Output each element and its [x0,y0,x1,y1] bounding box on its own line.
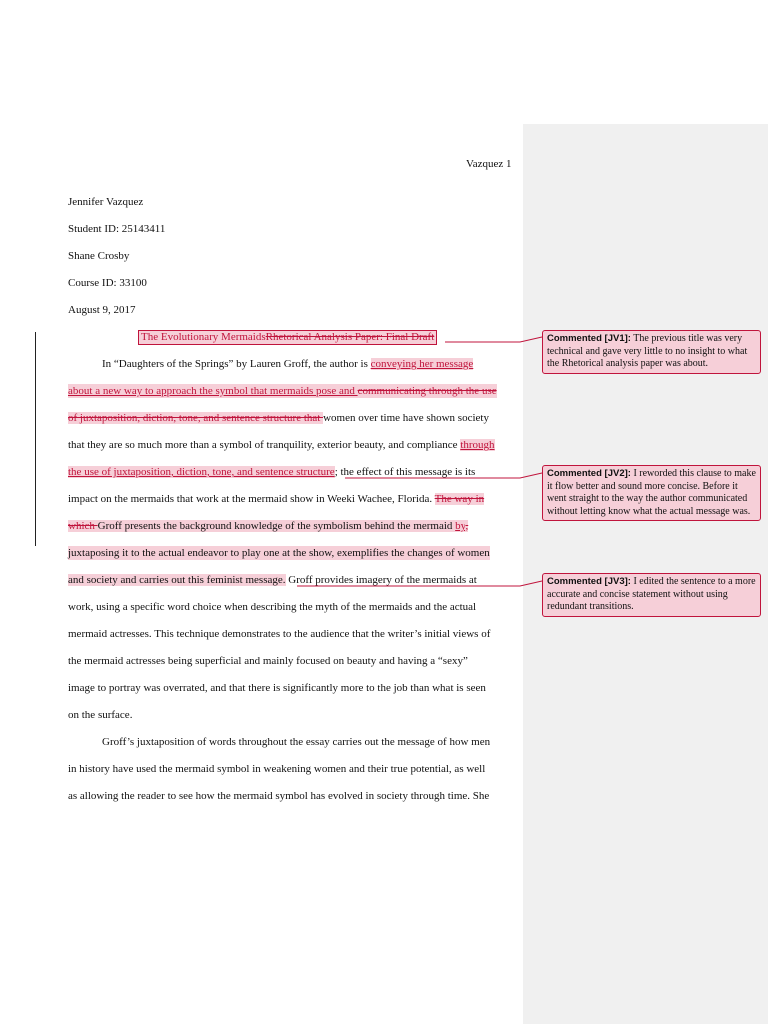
body-line: in history have used the mermaid symbol in weakening women and their true potential, as well [68,763,486,775]
body-line: work, using a specific word choice when describing the myth of the mermaids and the actual [68,601,477,613]
comment-jv3[interactable] [542,573,761,617]
date: August 9, 2017 [68,304,136,316]
body-line: juxtaposing it to the actual endeavor to play one at the show, exemplifies the changes of women [68,547,490,559]
body-line: which Groff presents the background knowledge of the symbolism behind the mermaid by, [68,520,469,532]
body-line: of juxtaposition, diction, tone, and sentence structure that women over time have shown society [68,412,489,424]
comment-text: I reworded this clause to make it flow better and sound more concise. Before it went straight to the way the author communicated without letting know what the actual message was. [547,468,756,517]
body-line: impact on the mermaids that work at the mermaid show in Weeki Wachee, Florida. The way in [68,493,485,505]
course-id: Course ID: 33100 [68,277,147,289]
title-inserted: The Evolutionary Mermaids [141,331,266,343]
comment-label: Commented [JV1]: [547,333,631,344]
title-deleted: Rhetorical Analysis Paper: Final Draft [265,331,435,343]
body-line: on the surface. [68,709,133,721]
inserted-text[interactable]: conveying her message [370,358,474,370]
body-line: that they are so much more than a symbol of tranquility, exterior beauty, and compliance through [68,439,495,451]
body-line: the use of juxtaposition, diction, tone, and sentence structure; the effect of this message is its [68,466,476,478]
comment-text: I edited the sentence to a more accurate and concise statement without using redundant transitions. [547,576,756,612]
author-name: Jennifer Vazquez [68,196,144,208]
document-title[interactable] [138,330,437,345]
body-line: mermaid actresses. This technique demonstrates to the audience that the writer’s initial views of [68,628,491,640]
body-line: the mermaid actresses being superficial and mainly focused on beauty and having a “sexy” [68,655,468,667]
body-line: In “Daughters of the Springs” by Lauren Groff, the author is conveying her message [102,358,474,370]
comment-jv1[interactable] [542,330,761,374]
comment-text: The previous title was very technical and gave very little to no insight to what the Rhetorical analysis paper was about. [547,333,748,369]
student-id: Student ID: 25143411 [68,223,166,235]
body-line: as allowing the reader to see how the mermaid symbol has evolved in society through time. She [68,790,490,802]
comment-jv2[interactable] [542,465,761,521]
body-line: about a new way to approach the symbol that mermaids pose and communicating through the use [68,385,497,397]
body-line: and society and carries out this feminist message. Groff provides imagery of the mermaids at [68,574,477,586]
body-line: Groff’s juxtaposition of words throughout the essay carries out the message of how men [102,736,491,748]
comment-label: Commented [JV2]: [547,468,631,479]
comment-label: Commented [JV3]: [547,576,631,587]
instructor-name: Shane Crosby [68,250,130,262]
body-line: image to portray was overrated, and that there is significantly more to the job than what is seen [68,682,486,694]
change-bar [35,332,36,546]
page-header: Vazquez 1 [466,158,512,170]
